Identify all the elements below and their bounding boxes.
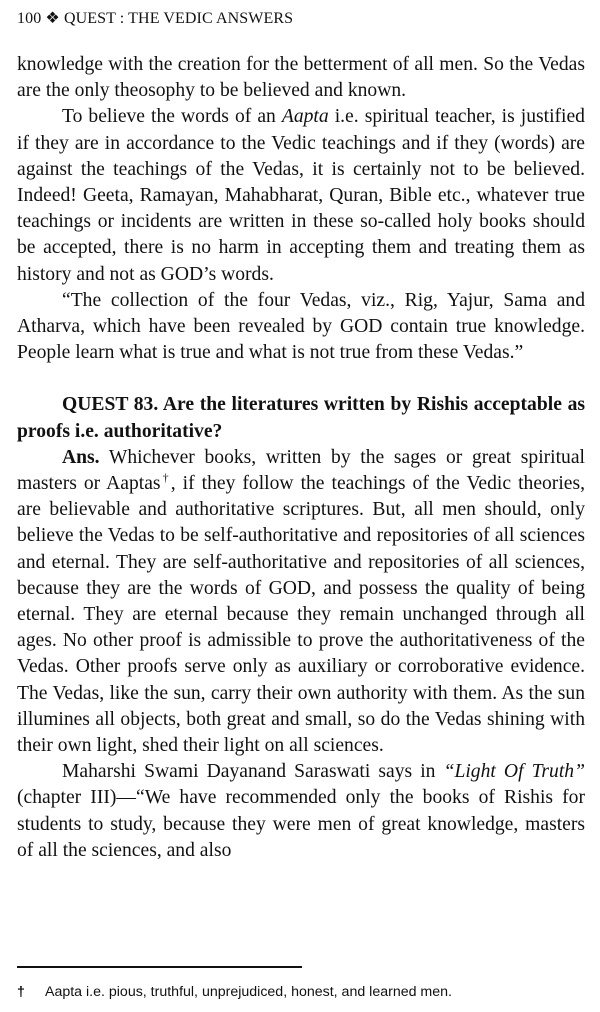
dayanand-quote-paragraph — [17, 759, 585, 864]
answer-paragraph — [17, 445, 585, 759]
section-gap — [17, 366, 585, 392]
book-title: “Light Of Truth” — [443, 761, 585, 783]
paragraph-aapta — [17, 104, 585, 287]
footnote-reference: † — [160, 470, 171, 485]
footnote-mark: † — [17, 984, 25, 1000]
answer-body: , if they follow the teachings of the Vedic theories, are believable and authoritative scriptures. But, all men should, only believe the Vedas to be self-authoritative and repositories of all sciences and eternal. They are self-authoritative and repositories of all sciences, because they are the words of GOD, and possess the quality of being eternal. They are eternal because they remain unchanged through all ages. No other proof is admissible to prove the authoritativeness of the Vedas. Other proofs serve only as auxiliary or corroborative evidence. The Vedas, like the sun, carry their own authority with them. As the sun illumines all objects, both great and small, so do the Vedas shining with their own light, shed their light on all sciences. — [17, 473, 585, 757]
footnote-divider — [17, 966, 302, 968]
quote-lead: Maharshi Swami Dayanand Saraswati says in — [62, 761, 444, 783]
running-head: 100 ❖ QUEST : THE VEDIC ANSWERS — [17, 10, 294, 27]
paragraph-aapta-lead: To believe the words of an — [62, 106, 282, 128]
quest-heading: QUEST 83. Are the literatures written by Rishis acceptable as proofs i.e. authoritative? — [17, 394, 585, 442]
answer-lead: Whichever books, written by the sages or great spiritual masters or Aaptas — [17, 446, 585, 495]
footnote — [17, 984, 592, 1000]
quote-body: (chapter III)—“We have recommended only the books of Rishis for students to study, because they were men of great knowledge, masters of all the sciences, and also — [17, 787, 585, 861]
answer-label: Ans. — [62, 446, 100, 468]
aapta-term: Aapta — [281, 106, 329, 128]
paragraph-aapta-body: i.e. spiritual teacher, is justified if they are in accordance to the Vedic teachings and if they (words) are against the teachings of the Vedas, it is certainly not to be believed. Indeed! Geeta, Ramayan, Mahabharat, Quran, Bible etc., whatever true teachings or incidents are written in these so-called holy books should be accepted, there is no harm in accepting them and treating them as history and not as GOD’s words. — [17, 106, 585, 285]
paragraph-continuation: knowledge with the creation for the betterment of all men. So the Vedas are the only theosophy to be believed and known. — [17, 54, 585, 102]
body-text — [17, 52, 585, 864]
footnote-text: Aapta i.e. pious, truthful, unprejudiced, honest, and learned men. — [45, 984, 452, 1000]
paragraph-vedas-quote: “The collection of the four Vedas, viz., Rig, Yajur, Sama and Atharva, which have been revealed by GOD contain true knowledge. People learn what is true and what is not true from these Vedas.” — [17, 289, 585, 364]
